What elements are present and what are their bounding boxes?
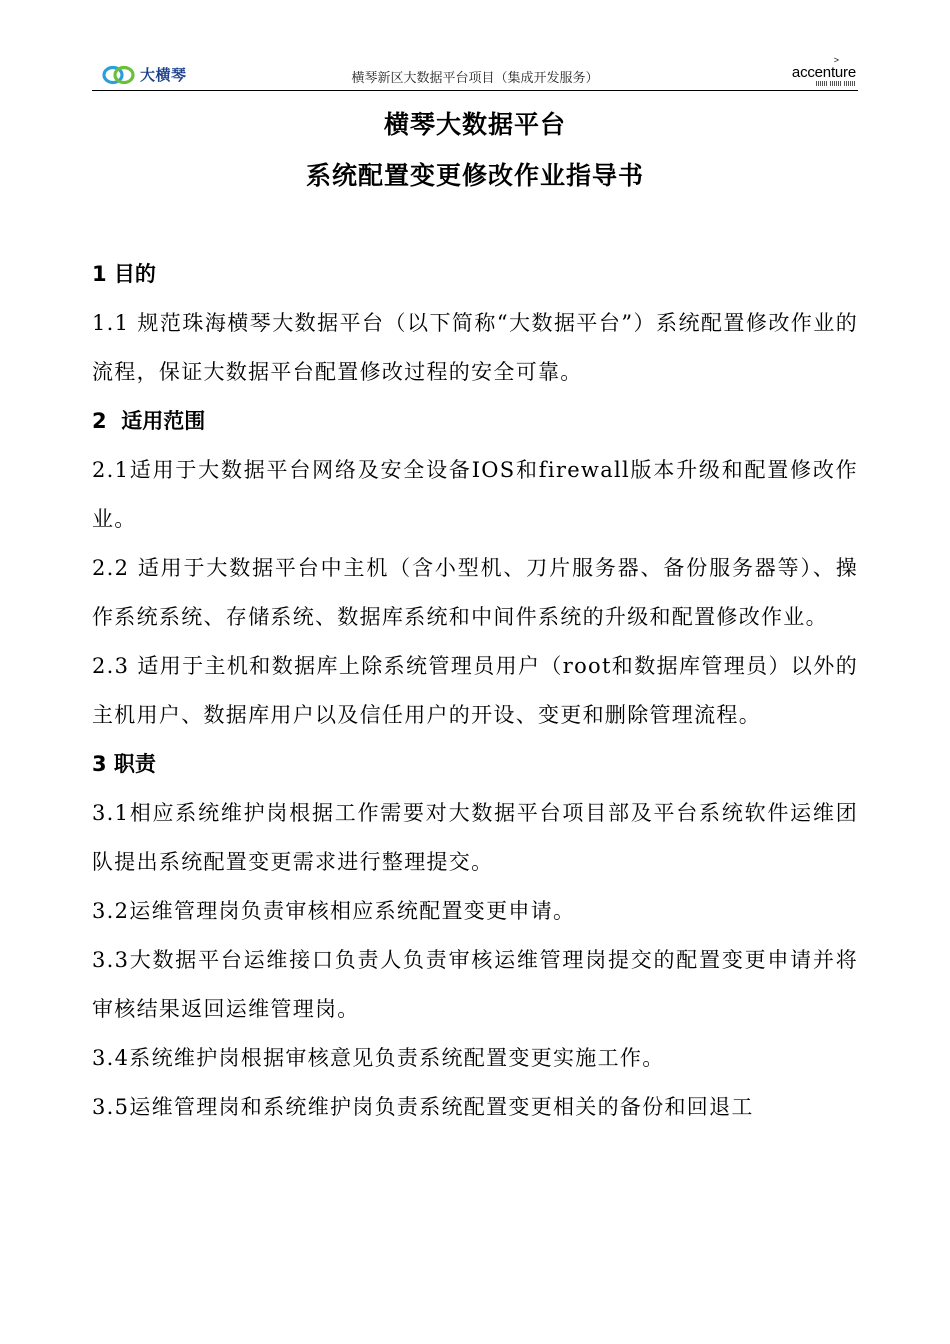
document-body <box>92 250 858 1132</box>
section-heading: 2 适用范围 <box>92 409 206 433</box>
doc-title-line2: 系统配置变更修改作业指导书 <box>305 161 644 190</box>
paragraph: 2.3 适用于主机和数据库上除系统管理员用户（root和数据库管理员）以外的主机用户、数据库用户以及信任用户的开设、变更和删除管理流程。 <box>92 654 858 727</box>
accenture-wordmark: accenture <box>791 64 856 81</box>
paragraph: 2.2 适用于大数据平台中主机（含小型机、刀片服务器、备份服务器等）、操作系统系统、存储系统、数据库系统和中间件系统的升级和配置修改作业。 <box>92 556 858 629</box>
page-header <box>92 55 858 92</box>
accenture-logo <box>792 56 856 86</box>
paragraph: 3.5运维管理岗和系统维护岗负责系统配置变更相关的备份和回退工 <box>92 1095 754 1119</box>
accenture-caret: > <box>833 55 839 65</box>
paragraph: 1.1 规范珠海横琴大数据平台（以下简称“大数据平台”）系统配置修改作业的流程，保证大数据平台配置修改过程的安全可靠。 <box>92 311 859 384</box>
paragraph: 2.1适用于大数据平台网络及安全设备IOS和firewall版本升级和配置修改作业。 <box>92 458 858 531</box>
header-rule <box>92 90 858 91</box>
hengqin-logo-text: 大横琴 <box>140 66 187 84</box>
accenture-tagline-icon <box>792 81 856 86</box>
paragraph: 3.3大数据平台运维接口负责人负责审核运维管理岗提交的配置变更申请并将审核结果返回运维管理岗。 <box>92 948 858 1021</box>
paragraph: 3.4系统维护岗根据审核意见负责系统配置变更实施工作。 <box>92 1046 665 1070</box>
paragraph: 3.1相应系统维护岗根据工作需要对大数据平台项目部及平台系统软件运维团队提出系统配置变更需求进行整理提交。 <box>92 801 858 874</box>
paragraph: 3.2运维管理岗负责审核相应系统配置变更申请。 <box>92 899 576 923</box>
section-heading: 3 职责 <box>92 752 156 776</box>
header-project-title: 横琴新区大数据平台项目（集成开发服务） <box>351 71 599 86</box>
section-heading: 1 目的 <box>92 262 156 286</box>
doc-title-line1: 横琴大数据平台 <box>383 110 566 139</box>
